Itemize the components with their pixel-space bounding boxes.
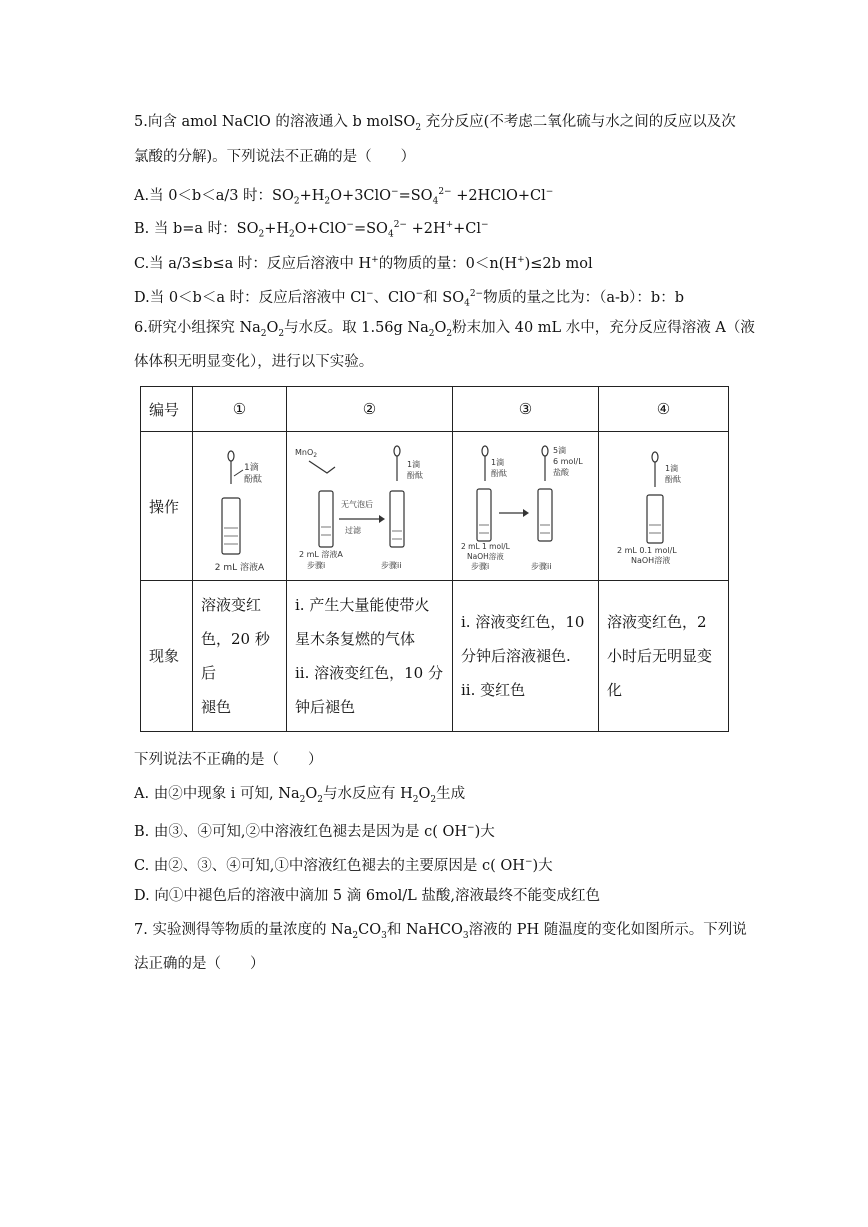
fig3-right-conc-label: 6 mol/L: [553, 457, 583, 466]
fig3-reagent-label: 酚酞: [491, 469, 507, 478]
q5-option-c: C.当 a/3≤b≤a 时：反应后溶液中 H+的物质的量：0＜n(H+)≤2b mol: [134, 255, 593, 272]
fig2-arrow-label-2: 过滤: [345, 526, 361, 535]
fig1-reagent-label: 酚酞: [244, 474, 263, 485]
experiment-table: [140, 386, 729, 732]
dropper-test-tube-figure-1: [201, 440, 281, 560]
dropper-test-tube-figure-3: [461, 441, 593, 571]
operation-3: [453, 432, 599, 581]
phenomenon-3: i. 溶液变红色，10 分钟后溶液褪色. ii. 变红色: [453, 581, 599, 732]
header-exp-2: ②: [287, 387, 453, 432]
dropper-test-tube-figure-4: [609, 447, 719, 565]
header-exp-4: ④: [599, 387, 729, 432]
q6-option-c: C. 由②、③、④可知,①中溶液红色褪去的主要原因是 c( OH−)大: [134, 857, 553, 874]
fig1-drop-label: 1滴: [244, 462, 259, 473]
fig4-reagent-label: 酚酞: [664, 475, 681, 484]
q6-stem-line2: 体体积无明显变化），进行以下实验。: [134, 354, 374, 370]
row-label-phenomenon: 现象: [141, 581, 193, 732]
phenomenon-4: 溶液变红色，2 小时后无明显变 化: [599, 581, 729, 732]
header-exp-3: ③: [453, 387, 599, 432]
fig3-right-reagent-label: 盐酸: [553, 468, 569, 477]
q6-option-a: A. 由②中现象 i 可知, $Na_2O_2$与水反应有 $H_2O_2$生成: [134, 786, 466, 805]
fig2-arrow-label-1: 无气泡后: [341, 500, 373, 509]
q5-option-d: D.当 0＜b＜a 时：反应后溶液中 Cl−、ClO−和 $SO_4^{2-}$物质的量之比为：（a-b）：b：b: [134, 289, 684, 309]
fig2-reagent-label: 酚酞: [407, 471, 423, 480]
phenomenon-1: 溶液变红 色，20 秒后 褪色: [193, 581, 287, 732]
phenomenon-2: i. 产生大量能使带火 星木条复燃的气体 ii. 溶液变红色，10 分 钟后褪色: [287, 581, 453, 732]
fig3-drop-label: 1滴: [491, 458, 505, 467]
fig2-caption: 2 mL 溶液A: [299, 550, 343, 559]
fig2-step-2: 步骤ii: [381, 561, 402, 570]
header-number: 编号: [141, 387, 193, 432]
fig3-caption-2: NaOH溶液: [467, 552, 504, 561]
q5-stem-line2: 氯酸的分解)。下列说法不正确的是（ ）: [134, 149, 416, 165]
q6-option-d: D. 向①中褪色后的溶液中滴加 5 滴 6mol/L 盐酸,溶液最终不能变成红色: [134, 888, 600, 904]
dropper-test-tube-figure-2: [295, 441, 445, 571]
fig4-caption-2: NaOH溶液: [630, 556, 670, 565]
fig3-caption-1: 2 mL 1 mol/L: [461, 542, 510, 551]
q5-option-b: B. 当 b=a 时：$SO_2+H_2O+ClO^-=SO_4^{2-} +2H^++Cl^-$: [134, 220, 489, 240]
fig2-step-1: 步骤i: [307, 561, 326, 570]
row-label-operation: 操作: [141, 432, 193, 581]
q5-option-a: A.当 0＜b＜a/3 时：$SO_2+H_2O+3ClO^-=SO_4^{2-}$ +2HClO+Cl−: [134, 187, 554, 207]
q7-stem-line2: 法正确的是（ ）: [134, 956, 265, 972]
operation-4: [599, 432, 729, 581]
q5-stem-line1: 5.向含 amol NaClO 的溶液通入 b molSO$_2$ 充分反应(不考虑二氧化硫与水之间的反应以及次: [134, 114, 736, 133]
fig2-drop-label: 1滴: [407, 460, 421, 469]
q6-stem-line1: 6.研究小组探究 $Na_2O_2$与水反。取 1.56g $Na_2O_2$粉末加入 40 mL 水中，充分反应得溶液 A（液: [134, 320, 755, 339]
fig3-step-1: 步骤i: [471, 562, 490, 571]
fig2-mno2-label: MnO$_2$: [295, 448, 318, 459]
fig3-step-2: 步骤ii: [531, 562, 552, 571]
q7-stem-line1: 7. 实验测得等物质的量浓度的 $Na_2CO_3$和 NaHCO$_3$溶液的 PH 随温度的变化如图所示。下列说: [134, 922, 747, 941]
operation-2: [287, 432, 453, 581]
operation-1: [193, 432, 287, 581]
fig3-right-drop-label: 5滴: [553, 446, 567, 455]
q6-ask: 下列说法不正确的是（ ）: [134, 752, 323, 768]
fig1-caption: 2 mL 溶液A: [214, 562, 265, 573]
fig4-drop-label: 1滴: [664, 464, 678, 473]
fig4-caption-1: 2 mL 0.1 mol/L: [616, 546, 677, 555]
header-exp-1: ①: [193, 387, 287, 432]
q6-option-b: B. 由③、④可知,②中溶液红色褪去是因为是 c( OH−)大: [134, 823, 495, 840]
